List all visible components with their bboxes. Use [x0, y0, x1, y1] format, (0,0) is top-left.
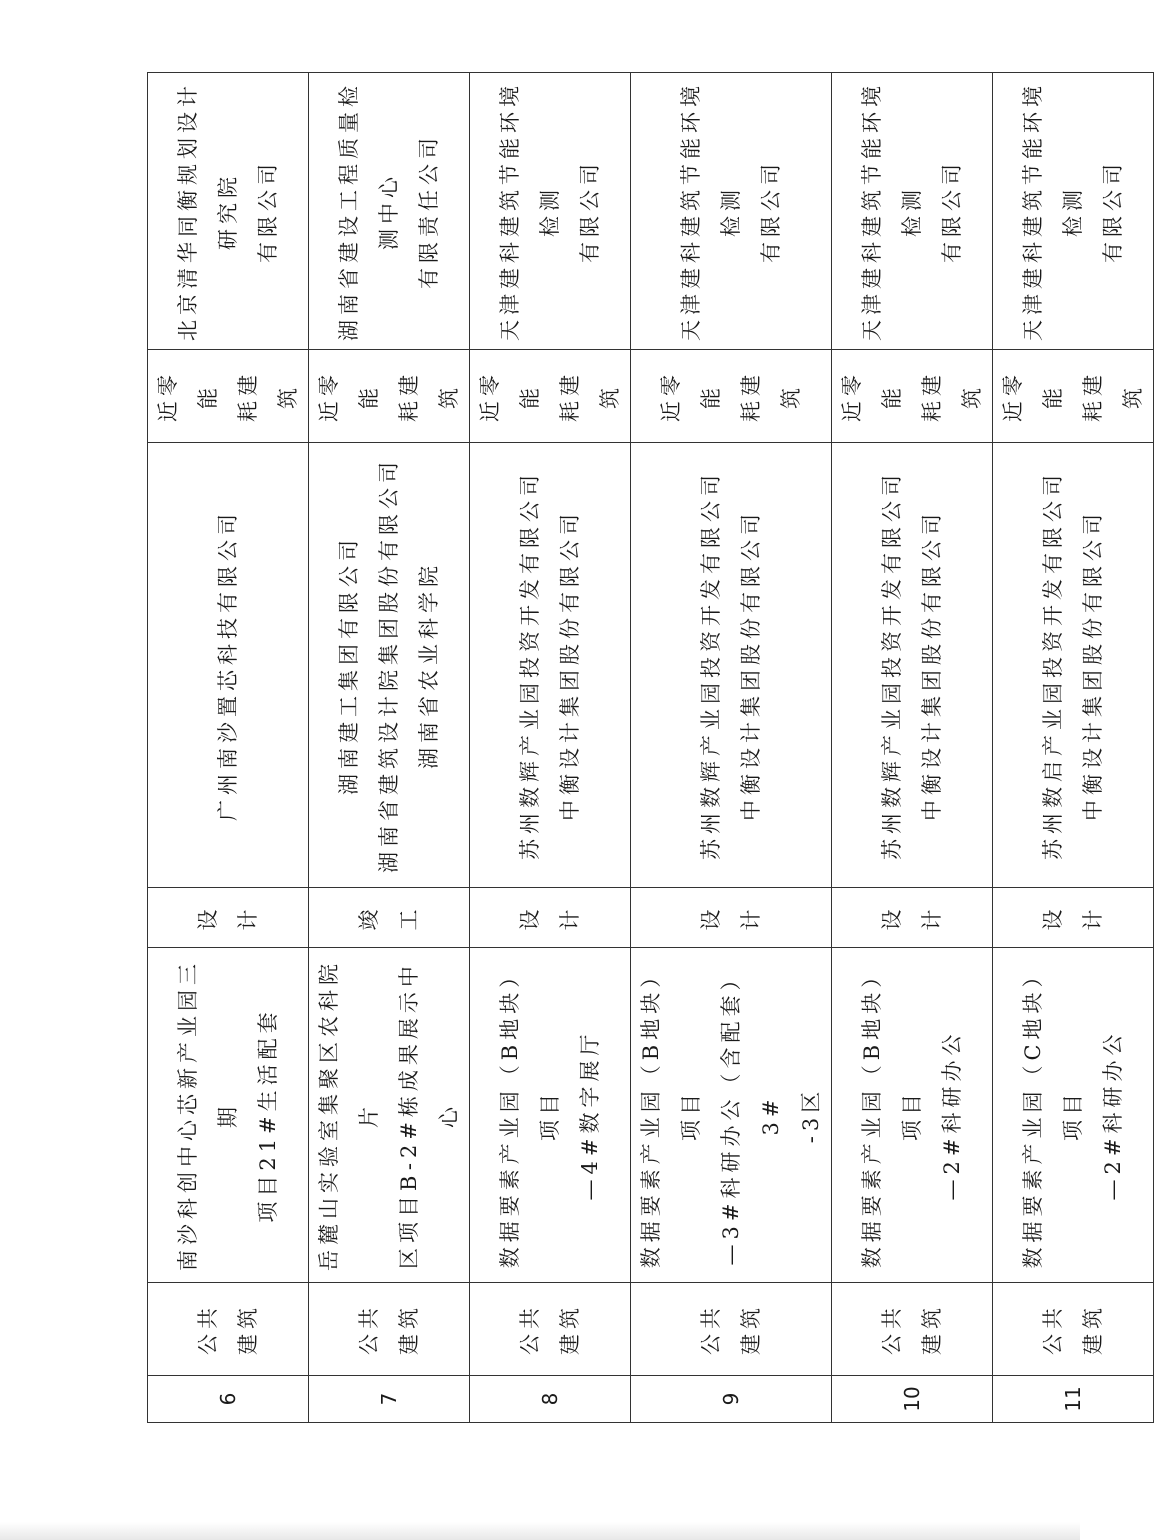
table-row: [148, 73, 309, 1423]
building-category: 公共 建筑: [148, 1283, 309, 1376]
table-row: [631, 73, 832, 1423]
energy-level: 近零能 耗建筑: [631, 350, 832, 443]
testing-institution: 天津建科建筑节能环境检测 有限公司: [470, 73, 631, 350]
energy-level: 近零能 耗建筑: [993, 350, 1154, 443]
row-number: 8: [470, 1376, 631, 1423]
testing-institution: 北京清华同衡规划设计研究院 有限公司: [148, 73, 309, 350]
testing-institution: 湖南省建设工程质量检测中心 有限责任公司: [309, 73, 470, 350]
project-stage: 设计: [631, 888, 832, 948]
table-row: [993, 73, 1154, 1423]
scan-edge-shadow: [0, 1522, 1080, 1540]
row-number: 6: [148, 1376, 309, 1423]
energy-level: 近零能 耗建筑: [309, 350, 470, 443]
row-number: 10: [832, 1376, 993, 1423]
applicant-units: 广州南沙置芯科技有限公司: [148, 443, 309, 888]
testing-institution: 天津建科建筑节能环境检测 有限公司: [631, 73, 832, 350]
energy-level: 近零能 耗建筑: [148, 350, 309, 443]
applicant-units: 苏州数辉产业园投资开发有限公司 中衡设计集团股份有限公司: [470, 443, 631, 888]
energy-level: 近零能 耗建筑: [470, 350, 631, 443]
project-table: [147, 72, 1154, 1423]
table-row: [832, 73, 993, 1423]
project-name: 岳麓山实验室集聚区农科院片 区项目B-2#栋成果展示中心: [309, 948, 470, 1283]
rotated-table-wrapper: [147, 73, 1145, 1423]
building-category: 公共 建筑: [631, 1283, 832, 1376]
project-name: 数据要素产业园（B地块）项目 —2#科研办公: [832, 948, 993, 1283]
project-stage: 设计: [148, 888, 309, 948]
project-name: 数据要素产业园（B地块）项目 —4#数字展厅: [470, 948, 631, 1283]
energy-level: 近零能 耗建筑: [832, 350, 993, 443]
project-name: 南沙科创中心芯新产业园三期 项目21#生活配套: [148, 948, 309, 1283]
row-number: 9: [631, 1376, 832, 1423]
testing-institution: 天津建科建筑节能环境检测 有限公司: [832, 73, 993, 350]
testing-institution: 天津建科建筑节能环境检测 有限公司: [993, 73, 1154, 350]
project-stage: 设计: [470, 888, 631, 948]
project-name: 数据要素产业园（C地块）项目 —2#科研办公: [993, 948, 1154, 1283]
project-stage: 设计: [832, 888, 993, 948]
table-row: [309, 73, 470, 1423]
building-category: 公共 建筑: [309, 1283, 470, 1376]
project-stage: 竣工: [309, 888, 470, 948]
building-category: 公共 建筑: [993, 1283, 1154, 1376]
project-name: 数据要素产业园（B地块）项目 —3#科研办公（含配套）3# -3区: [631, 948, 832, 1283]
applicant-units: 苏州数辉产业园投资开发有限公司 中衡设计集团股份有限公司: [832, 443, 993, 888]
row-number: 11: [993, 1376, 1154, 1423]
row-number: 7: [309, 1376, 470, 1423]
table-row: [470, 73, 631, 1423]
project-stage: 设计: [993, 888, 1154, 948]
applicant-units: 苏州数辉产业园投资开发有限公司 中衡设计集团股份有限公司: [631, 443, 832, 888]
building-category: 公共 建筑: [832, 1283, 993, 1376]
building-category: 公共 建筑: [470, 1283, 631, 1376]
applicant-units: 湖南建工集团有限公司 湖南省建筑设计院集团股份有限公司 湖南省农业科学院: [309, 443, 470, 888]
applicant-units: 苏州数启产业园投资开发有限公司 中衡设计集团股份有限公司: [993, 443, 1154, 888]
